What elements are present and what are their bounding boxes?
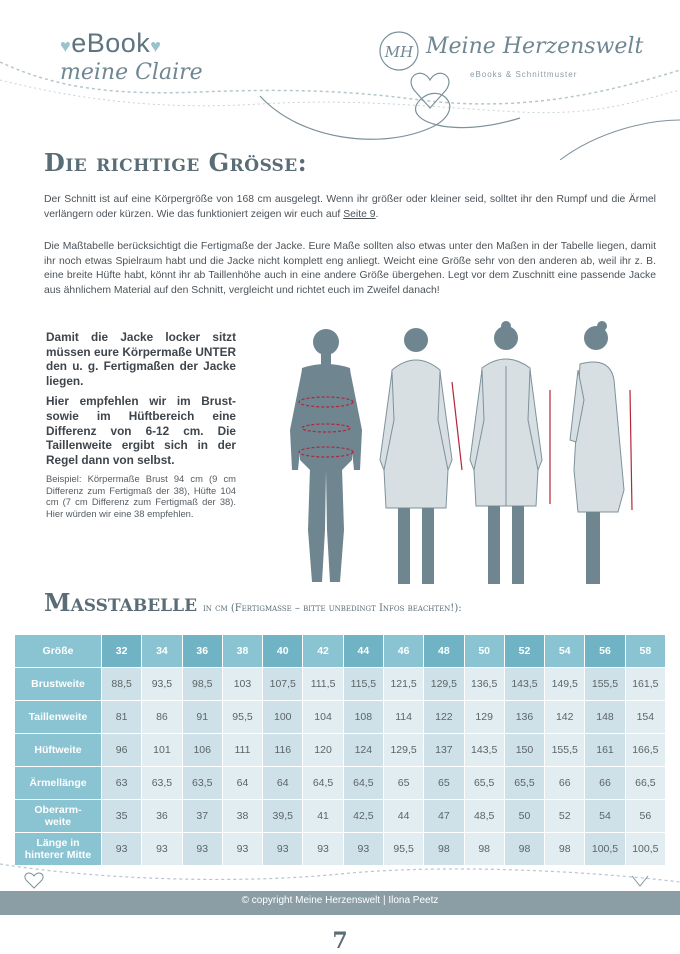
table-cell: 161,5 <box>625 668 665 701</box>
fit-tips <box>46 330 236 519</box>
table-cell: 161 <box>585 734 625 767</box>
page-number: 7 <box>332 928 348 954</box>
table-cell: 166,5 <box>625 734 665 767</box>
ebook-title-text: eBook <box>71 28 151 58</box>
intro-text: Der Schnitt ist auf eine Körpergröße von 168 cm ausgelegt. Wenn ihr größer oder kleiner seid, solltet ihr den Rumpf und die Ärmel verlängern oder kürzen. Wie das funktioniert zeigen wir euch auf <box>44 194 656 220</box>
table-cell: 93 <box>303 833 343 866</box>
size-header-cell: 32 <box>102 635 142 668</box>
table-cell: 37 <box>182 800 222 833</box>
table-cell: 142 <box>545 701 585 734</box>
table-cell: 101 <box>142 734 182 767</box>
size-header-cell: 46 <box>383 635 423 668</box>
table-cell: 65,5 <box>464 767 504 800</box>
size-header-cell: 42 <box>303 635 343 668</box>
table-cell: 95,5 <box>383 833 423 866</box>
table-cell: 93 <box>263 833 303 866</box>
size-header-cell: 38 <box>222 635 262 668</box>
table-cell: 52 <box>545 800 585 833</box>
table-cell: 106 <box>182 734 222 767</box>
table-cell: 129,5 <box>424 668 464 701</box>
example-text: Beispiel: Körpermaße Brust 94 cm (9 cm Differenz zum Fertigmaß der 38), Hüfte 104 cm (7 cm Differenz zum Fertigmaß der 38). Hier würden wir eine 38 empfehlen. <box>46 473 236 519</box>
table-cell: 143,5 <box>504 668 544 701</box>
row-label: Ärmellänge <box>15 767 102 800</box>
table-cell: 54 <box>585 800 625 833</box>
copyright-text: © copyright Meine Herzenswelt | Ilona Peetz <box>241 895 439 906</box>
table-cell: 155,5 <box>545 734 585 767</box>
table-cell: 63,5 <box>142 767 182 800</box>
jacket-back-figure <box>470 321 550 584</box>
table-cell: 41 <box>303 800 343 833</box>
table-cell: 115,5 <box>343 668 383 701</box>
table-header-row <box>15 635 666 668</box>
size-header-cell: 44 <box>343 635 383 668</box>
size-header-cell: 48 <box>424 635 464 668</box>
table-cell: 154 <box>625 701 665 734</box>
table-cell: 122 <box>424 701 464 734</box>
table-title <box>44 588 462 617</box>
table-cell: 93 <box>222 833 262 866</box>
table-cell: 93 <box>102 833 142 866</box>
table-cell: 93 <box>343 833 383 866</box>
table-cell: 47 <box>424 800 464 833</box>
size-header-cell: 40 <box>263 635 303 668</box>
table-cell: 104 <box>303 701 343 734</box>
table-row <box>15 767 666 800</box>
tip-ease: Damit die Jacke locker sitzt müssen eure Körpermaße UNTER den u. g. Fertigmaßen der Jacke liegen. <box>46 330 236 388</box>
table-cell: 64,5 <box>303 767 343 800</box>
table-title-main: Maßtabelle <box>44 588 198 617</box>
jacket-front-figure <box>380 328 462 584</box>
row-label: Brustweite <box>15 668 102 701</box>
table-cell: 136 <box>504 701 544 734</box>
section-title: Die richtige Größe: <box>44 148 308 177</box>
table-cell: 50 <box>504 800 544 833</box>
table-cell: 81 <box>102 701 142 734</box>
brand-tagline: eBooks & Schnittmuster <box>470 70 578 79</box>
table-cell: 88,5 <box>102 668 142 701</box>
table-cell: 63 <box>102 767 142 800</box>
table-cell: 108 <box>343 701 383 734</box>
row-label: Oberarm- weite <box>15 800 102 833</box>
table-row <box>15 734 666 767</box>
brand-name: Meine Herzenswelt <box>426 34 644 59</box>
row-label: Taillenweite <box>15 701 102 734</box>
table-cell: 137 <box>424 734 464 767</box>
intro-paragraph <box>44 193 656 222</box>
size-header-cell: 36 <box>182 635 222 668</box>
brand-logo-block <box>378 24 644 94</box>
heart-icon: ♥ <box>150 36 162 56</box>
table-cell: 129,5 <box>383 734 423 767</box>
jacket-side-figure <box>570 321 632 584</box>
table-cell: 35 <box>102 800 142 833</box>
table-cell: 98 <box>424 833 464 866</box>
table-cell: 155,5 <box>585 668 625 701</box>
intro-text-end: . <box>375 208 379 220</box>
tip-difference: Hier empfehlen wir im Brust- sowie im Hüftbereich eine Differenz von 6-12 cm. Die Taillenweite ergibt sich in der Regel dann von selbst. <box>46 394 236 467</box>
table-row <box>15 668 666 701</box>
table-cell: 143,5 <box>464 734 504 767</box>
table-cell: 114 <box>383 701 423 734</box>
row-label: Länge in hinterer Mitte <box>15 833 102 866</box>
size-table <box>14 634 666 866</box>
table-cell: 65,5 <box>504 767 544 800</box>
table-cell: 98 <box>504 833 544 866</box>
table-cell: 98 <box>545 833 585 866</box>
table-cell: 103 <box>222 668 262 701</box>
table-cell: 111 <box>222 734 262 767</box>
table-cell: 64 <box>222 767 262 800</box>
svg-text:MH: MH <box>384 43 414 61</box>
table-cell: 116 <box>263 734 303 767</box>
table-cell: 96 <box>102 734 142 767</box>
ebook-subtitle: meine Claire <box>60 60 203 85</box>
table-cell: 36 <box>142 800 182 833</box>
table-cell: 66,5 <box>625 767 665 800</box>
row-label: Hüftweite <box>15 734 102 767</box>
table-cell: 107,5 <box>263 668 303 701</box>
table-cell: 111,5 <box>303 668 343 701</box>
table-cell: 93,5 <box>142 668 182 701</box>
table-cell: 98,5 <box>182 668 222 701</box>
table-cell: 149,5 <box>545 668 585 701</box>
size-header-cell: 50 <box>464 635 504 668</box>
table-cell: 93 <box>142 833 182 866</box>
table-cell: 98 <box>464 833 504 866</box>
table-cell: 66 <box>545 767 585 800</box>
table-cell: 65 <box>383 767 423 800</box>
table-cell: 100 <box>263 701 303 734</box>
size-header-cell: 54 <box>545 635 585 668</box>
table-cell: 44 <box>383 800 423 833</box>
size-header-cell: 56 <box>585 635 625 668</box>
heart-icon: ♥ <box>60 36 72 56</box>
table-cell: 48,5 <box>464 800 504 833</box>
page-link[interactable]: Seite 9 <box>343 208 376 220</box>
brand-logo-icon <box>378 30 420 72</box>
table-cell: 121,5 <box>383 668 423 701</box>
table-cell: 148 <box>585 701 625 734</box>
table-cell: 38 <box>222 800 262 833</box>
table-cell: 129 <box>464 701 504 734</box>
size-header-cell: 34 <box>142 635 182 668</box>
table-row <box>15 800 666 833</box>
table-cell: 65 <box>424 767 464 800</box>
ebook-title <box>60 28 161 59</box>
body-figure <box>290 329 362 582</box>
size-header-cell: 58 <box>625 635 665 668</box>
table-cell: 86 <box>142 701 182 734</box>
size-header-cell: 52 <box>504 635 544 668</box>
table-cell: 42,5 <box>343 800 383 833</box>
table-cell: 100,5 <box>585 833 625 866</box>
table-cell: 124 <box>343 734 383 767</box>
table-cell: 95,5 <box>222 701 262 734</box>
table-cell: 150 <box>504 734 544 767</box>
table-cell: 63,5 <box>182 767 222 800</box>
table-cell: 66 <box>585 767 625 800</box>
table-cell: 93 <box>182 833 222 866</box>
table-cell: 100,5 <box>625 833 665 866</box>
table-cell: 39,5 <box>263 800 303 833</box>
measurement-paragraph: Die Maßtabelle berücksichtigt die Fertigmaße der Jacke. Eure Maße sollten also etwas unter den Maßen in der Tabelle liegen, damit ihr noch etwas Spielraum habt und die Jacke nicht komplett eng anliegt. Weicht eine Größe sehr von den anderen ab, weil ihr z. B. eine breite Hüfte habt, könnt ihr ab Taillenhöhe auch in eine andere Größe übergehen. Legt vor dem Zuschnitt eine passende Jacke aus ähnlichem Material auf den Schnitt, vergleicht und richtet euch im Zweifel danach! <box>44 241 656 296</box>
size-header-label: Größe <box>15 635 102 668</box>
table-cell: 91 <box>182 701 222 734</box>
table-title-sub: in cm (Fertigmaße – bitte unbedingt Infos beachten!): <box>203 603 462 614</box>
table-cell: 56 <box>625 800 665 833</box>
table-row <box>15 701 666 734</box>
table-cell: 64,5 <box>343 767 383 800</box>
table-cell: 136,5 <box>464 668 504 701</box>
table-cell: 64 <box>263 767 303 800</box>
table-cell: 120 <box>303 734 343 767</box>
measurement-figures <box>280 320 650 600</box>
